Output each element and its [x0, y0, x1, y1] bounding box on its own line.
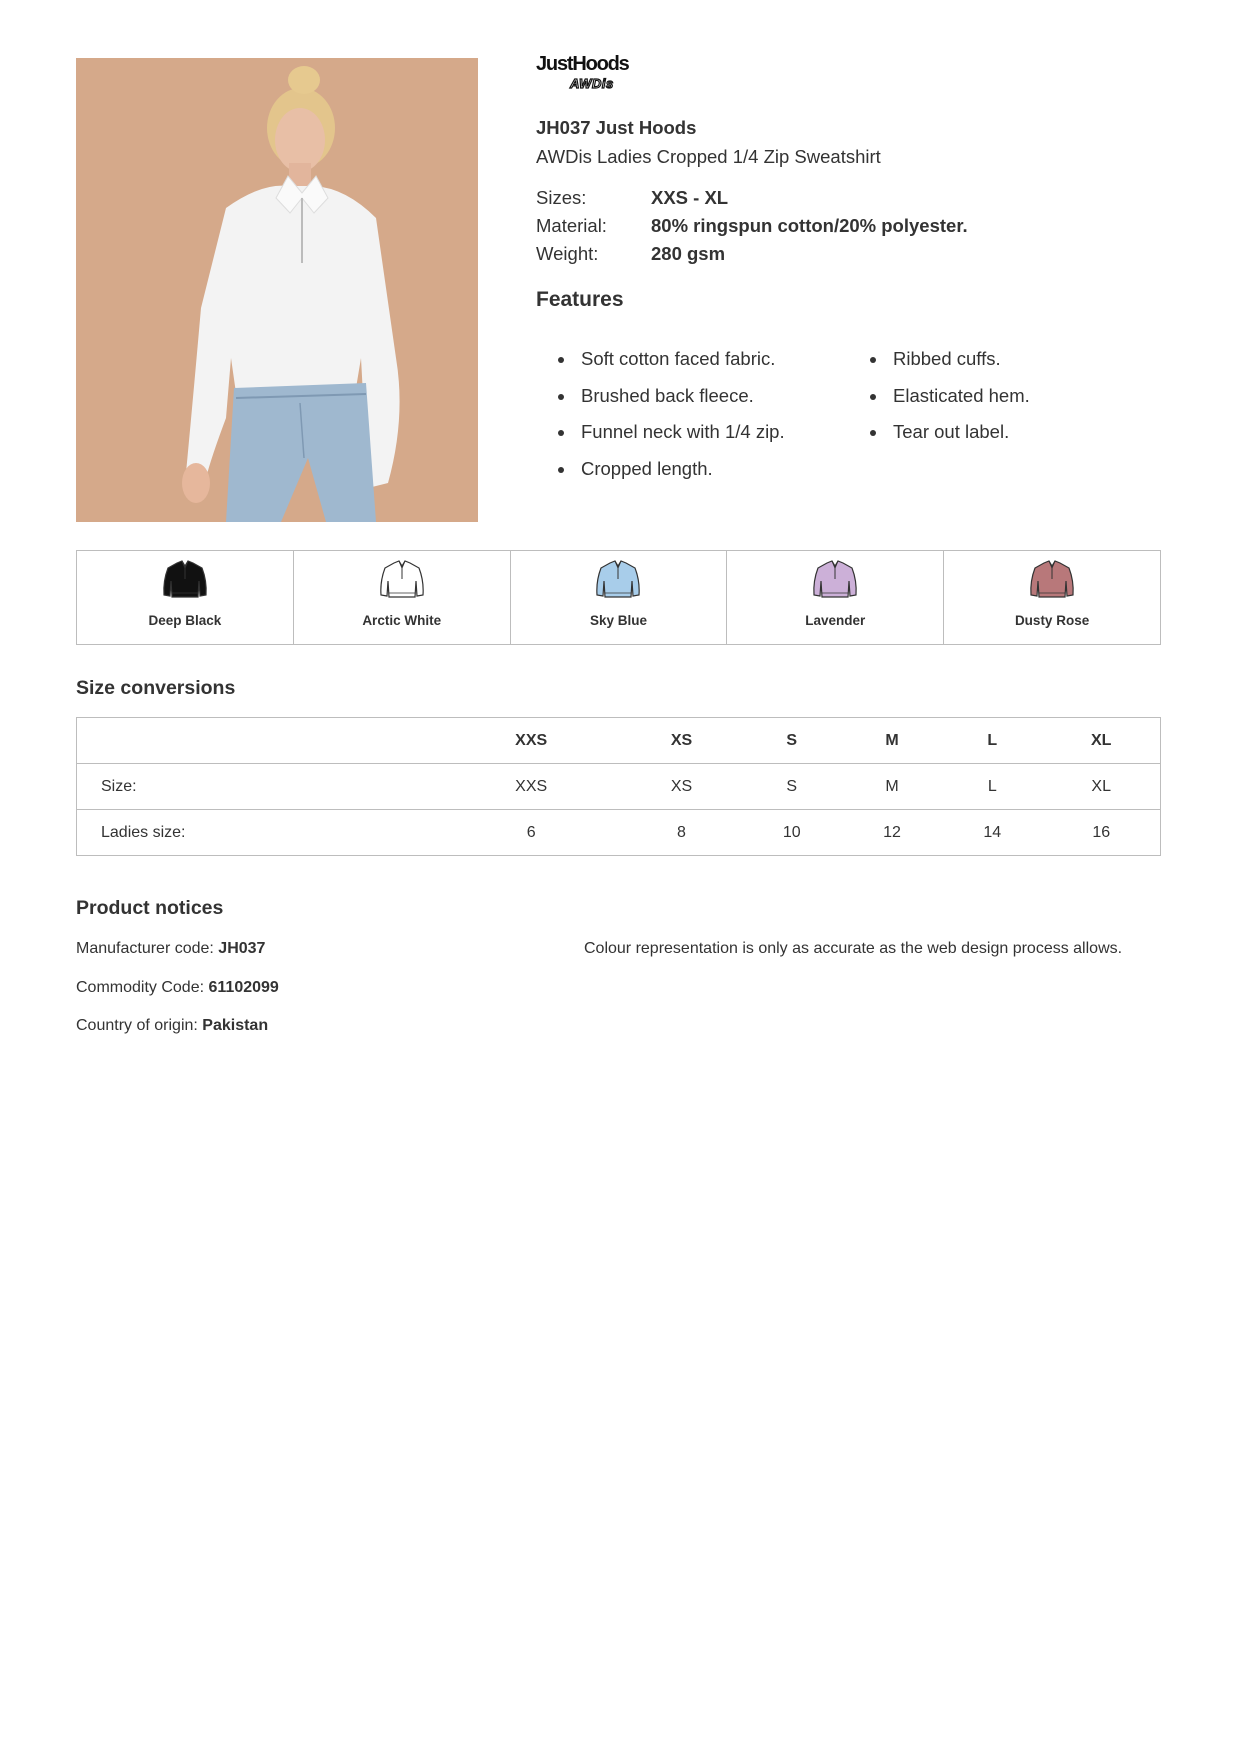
table-cell: Ladies size:: [77, 810, 442, 856]
product-name: AWDis Ladies Cropped 1/4 Zip Sweatshirt: [536, 146, 881, 167]
colour-name: Lavender: [805, 613, 866, 628]
table-header-cell: XXS: [441, 718, 621, 764]
colour-swatch[interactable]: [77, 551, 294, 644]
commodity-code-value: 61102099: [208, 979, 279, 996]
spec-list: [536, 186, 968, 270]
colour-swatch[interactable]: [727, 551, 944, 644]
spec-row-weight: [536, 242, 968, 270]
table-cell: 8: [621, 810, 741, 856]
spec-label: Sizes:: [536, 187, 587, 208]
commodity-code-label: Commodity Code:: [76, 979, 209, 996]
table-cell: M: [842, 764, 942, 810]
colour-swatches: [76, 550, 1161, 645]
country-of-origin-label: Country of origin:: [76, 1017, 203, 1034]
table-cell: 14: [942, 810, 1042, 856]
size-conversions-heading: Size conversions: [76, 677, 236, 699]
country-of-origin: [76, 1017, 268, 1035]
commodity-code: [76, 979, 279, 997]
feature-item: Soft cotton faced fabric.: [536, 345, 785, 382]
table-cell: 12: [842, 810, 942, 856]
features-list-left: [536, 345, 785, 492]
colour-name: Deep Black: [148, 613, 222, 628]
table-header-row: [77, 718, 1161, 764]
colour-swatch[interactable]: [511, 551, 728, 644]
country-of-origin-value: Pakistan: [202, 1017, 269, 1034]
table-cell: L: [942, 764, 1042, 810]
table-cell: XXS: [441, 764, 621, 810]
feature-item: Ribbed cuffs.: [848, 345, 1030, 382]
table-cell: 16: [1042, 810, 1160, 856]
colour-name: Sky Blue: [589, 613, 647, 628]
table-header-cell: L: [942, 718, 1042, 764]
product-code-title: JH037 Just Hoods: [536, 117, 697, 138]
spec-row-sizes: [536, 186, 968, 214]
table-header-cell: S: [742, 718, 842, 764]
sweatshirt-icon: [162, 559, 208, 601]
spec-value: XXS - XL: [651, 187, 729, 208]
sweatshirt-icon: [379, 559, 425, 601]
table-cell: 6: [441, 810, 621, 856]
size-conversion-table: [76, 717, 1161, 856]
manufacturer-code-label: Manufacturer code:: [76, 940, 219, 957]
spec-label: Material:: [536, 215, 607, 236]
brand-logo-sub: AWDis: [570, 76, 614, 91]
feature-item: Cropped length.: [536, 455, 785, 492]
product-photo: [76, 58, 478, 522]
table-cell: Size:: [77, 764, 442, 810]
table-header-cell: [77, 718, 442, 764]
table-cell: XS: [621, 764, 741, 810]
features-list-right: [848, 345, 1030, 455]
colour-swatch[interactable]: [944, 551, 1160, 644]
table-header-cell: XL: [1042, 718, 1160, 764]
feature-item: Tear out label.: [848, 418, 1030, 455]
table-row: [77, 764, 1161, 810]
spec-value: 80% ringspun cotton/20% polyester.: [651, 215, 968, 236]
spec-label: Weight:: [536, 243, 599, 264]
colour-swatch[interactable]: [294, 551, 511, 644]
feature-item: Funnel neck with 1/4 zip.: [536, 418, 785, 455]
table-cell: XL: [1042, 764, 1160, 810]
brand-logo-main: JustHoods: [536, 53, 629, 75]
feature-item: Brushed back fleece.: [536, 382, 785, 419]
product-notices-heading: Product notices: [76, 897, 224, 919]
brand-logo: [536, 54, 656, 96]
feature-item: Elasticated hem.: [848, 382, 1030, 419]
table-cell: 10: [742, 810, 842, 856]
manufacturer-code: [76, 940, 265, 958]
colour-representation-note: Colour representation is only as accurate as the web design process allows.: [584, 940, 1123, 957]
table-cell: S: [742, 764, 842, 810]
manufacturer-code-value: JH037: [218, 940, 266, 957]
features-heading: Features: [536, 288, 624, 311]
sweatshirt-icon: [1029, 559, 1075, 601]
table-header-cell: M: [842, 718, 942, 764]
sweatshirt-icon: [595, 559, 641, 601]
colour-name: Arctic White: [362, 613, 442, 628]
colour-name: Dusty Rose: [1014, 613, 1090, 628]
table-row: [77, 810, 1161, 856]
sweatshirt-icon: [812, 559, 858, 601]
table-header-cell: XS: [621, 718, 741, 764]
spec-value: 280 gsm: [651, 243, 726, 264]
spec-row-material: [536, 214, 968, 242]
